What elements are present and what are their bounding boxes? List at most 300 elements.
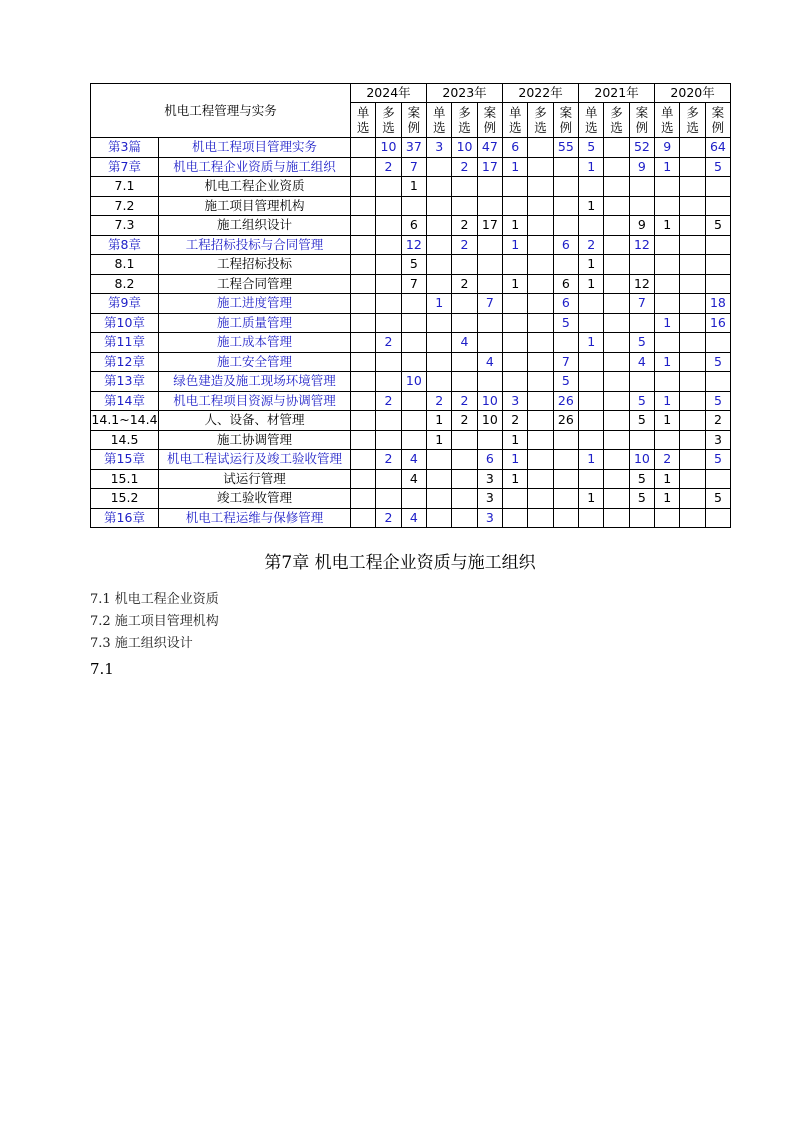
score-cell xyxy=(604,372,629,392)
score-cell xyxy=(503,196,528,216)
score-cell: 6 xyxy=(503,138,528,158)
score-cell: 9 xyxy=(629,216,654,236)
score-cell xyxy=(579,372,604,392)
score-cell xyxy=(528,196,553,216)
score-cell xyxy=(604,352,629,372)
score-cell: 3 xyxy=(427,138,452,158)
score-cell: 2 xyxy=(376,450,401,470)
question-type-header: 案例 xyxy=(705,103,730,138)
score-cell: 5 xyxy=(705,391,730,411)
score-cell xyxy=(604,430,629,450)
score-cell: 3 xyxy=(705,430,730,450)
score-cell xyxy=(528,235,553,255)
score-cell xyxy=(604,450,629,470)
score-cell: 12 xyxy=(629,274,654,294)
table-row xyxy=(91,157,731,177)
score-cell xyxy=(579,313,604,333)
score-cell: 1 xyxy=(579,157,604,177)
score-cell: 7 xyxy=(629,294,654,314)
score-cell xyxy=(427,216,452,236)
toc-item: 7.1 机电工程企业资质 xyxy=(90,592,219,607)
score-cell: 4 xyxy=(401,469,426,489)
score-cell xyxy=(629,177,654,197)
score-cell: 18 xyxy=(705,294,730,314)
score-cell: 4 xyxy=(401,508,426,528)
score-cell xyxy=(680,157,705,177)
score-cell xyxy=(553,430,578,450)
score-cell xyxy=(351,489,376,509)
chapter-heading: 第7章 机电工程企业资质与施工组织 xyxy=(264,553,536,573)
question-type-header: 单选 xyxy=(579,103,604,138)
score-cell: 9 xyxy=(629,157,654,177)
score-cell xyxy=(477,235,502,255)
row-label: 第11章 xyxy=(91,333,159,353)
question-type-header: 单选 xyxy=(503,103,528,138)
section-heading: 7.1 xyxy=(90,660,114,678)
score-cell xyxy=(680,255,705,275)
score-cell: 1 xyxy=(503,430,528,450)
score-cell xyxy=(528,177,553,197)
row-label: 14.1~14.4 xyxy=(91,411,159,431)
score-cell xyxy=(503,508,528,528)
score-cell: 2 xyxy=(579,235,604,255)
score-cell xyxy=(579,216,604,236)
row-name: 施工协调管理 xyxy=(159,430,351,450)
score-cell xyxy=(579,177,604,197)
score-cell xyxy=(503,372,528,392)
score-cell: 2 xyxy=(452,274,477,294)
score-cell xyxy=(427,352,452,372)
row-name: 试运行管理 xyxy=(159,469,351,489)
score-cell xyxy=(376,469,401,489)
score-cell xyxy=(629,508,654,528)
score-cell xyxy=(680,196,705,216)
score-cell xyxy=(680,430,705,450)
score-cell xyxy=(553,216,578,236)
score-cell: 1 xyxy=(655,411,680,431)
score-cell xyxy=(655,235,680,255)
exam-statistics-table xyxy=(90,83,731,528)
row-label: 第12章 xyxy=(91,352,159,372)
score-cell: 1 xyxy=(579,274,604,294)
score-cell xyxy=(604,216,629,236)
score-cell: 10 xyxy=(477,411,502,431)
score-cell: 4 xyxy=(452,333,477,353)
row-name: 施工质量管理 xyxy=(159,313,351,333)
score-cell xyxy=(629,430,654,450)
score-cell xyxy=(680,216,705,236)
score-cell xyxy=(452,313,477,333)
score-cell: 64 xyxy=(705,138,730,158)
row-label: 第10章 xyxy=(91,313,159,333)
score-cell xyxy=(427,177,452,197)
score-cell xyxy=(351,274,376,294)
row-label: 7.3 xyxy=(91,216,159,236)
score-cell: 2 xyxy=(705,411,730,431)
score-cell: 55 xyxy=(553,138,578,158)
score-cell: 2 xyxy=(427,391,452,411)
score-cell xyxy=(655,274,680,294)
score-cell xyxy=(705,469,730,489)
score-cell xyxy=(604,489,629,509)
score-cell xyxy=(553,333,578,353)
score-cell: 6 xyxy=(553,294,578,314)
score-cell xyxy=(604,177,629,197)
score-cell xyxy=(503,294,528,314)
score-cell xyxy=(680,411,705,431)
table-row xyxy=(91,489,731,509)
score-cell: 17 xyxy=(477,216,502,236)
score-cell: 1 xyxy=(427,430,452,450)
score-cell xyxy=(680,333,705,353)
score-cell xyxy=(655,508,680,528)
score-cell xyxy=(401,411,426,431)
score-cell: 1 xyxy=(579,333,604,353)
row-label: 第15章 xyxy=(91,450,159,470)
score-cell xyxy=(401,196,426,216)
row-name: 竣工验收管理 xyxy=(159,489,351,509)
score-cell xyxy=(376,294,401,314)
score-cell xyxy=(655,430,680,450)
score-cell xyxy=(427,450,452,470)
row-label: 第14章 xyxy=(91,391,159,411)
score-cell: 7 xyxy=(553,352,578,372)
score-cell xyxy=(553,177,578,197)
score-cell xyxy=(528,274,553,294)
table-row xyxy=(91,450,731,470)
score-cell xyxy=(351,391,376,411)
score-cell: 5 xyxy=(705,352,730,372)
score-cell xyxy=(351,430,376,450)
score-cell xyxy=(452,508,477,528)
score-cell: 6 xyxy=(401,216,426,236)
score-cell: 6 xyxy=(553,235,578,255)
score-cell xyxy=(503,177,528,197)
score-cell: 3 xyxy=(477,508,502,528)
score-cell xyxy=(705,255,730,275)
score-cell xyxy=(351,157,376,177)
score-cell xyxy=(528,216,553,236)
score-cell xyxy=(579,294,604,314)
score-cell xyxy=(401,430,426,450)
score-cell xyxy=(351,469,376,489)
question-type-header: 单选 xyxy=(351,103,376,138)
score-cell xyxy=(528,489,553,509)
score-cell xyxy=(655,196,680,216)
score-cell: 1 xyxy=(655,469,680,489)
score-cell: 6 xyxy=(477,450,502,470)
question-type-header: 多选 xyxy=(376,103,401,138)
score-cell xyxy=(376,274,401,294)
table-title: 机电工程管理与实务 xyxy=(91,84,351,138)
question-type-header: 案例 xyxy=(629,103,654,138)
row-name: 绿色建造及施工现场环境管理 xyxy=(159,372,351,392)
row-name: 机电工程企业资质 xyxy=(159,177,351,197)
score-cell xyxy=(452,177,477,197)
row-name: 工程招标投标与合同管理 xyxy=(159,235,351,255)
score-cell xyxy=(579,469,604,489)
score-cell xyxy=(427,313,452,333)
score-cell xyxy=(427,157,452,177)
score-cell xyxy=(705,333,730,353)
score-cell xyxy=(427,372,452,392)
score-cell xyxy=(452,372,477,392)
score-cell: 52 xyxy=(629,138,654,158)
year-header: 2023年 xyxy=(427,84,503,103)
score-cell: 2 xyxy=(452,216,477,236)
score-cell xyxy=(680,352,705,372)
score-cell: 1 xyxy=(579,489,604,509)
score-cell xyxy=(604,313,629,333)
score-cell xyxy=(629,255,654,275)
score-cell: 7 xyxy=(401,274,426,294)
score-cell: 3 xyxy=(477,489,502,509)
row-label: 15.2 xyxy=(91,489,159,509)
score-cell xyxy=(680,235,705,255)
question-type-header: 多选 xyxy=(680,103,705,138)
row-name: 机电工程试运行及竣工验收管理 xyxy=(159,450,351,470)
table-row xyxy=(91,235,731,255)
score-cell xyxy=(655,177,680,197)
score-cell xyxy=(604,255,629,275)
table-row xyxy=(91,430,731,450)
row-label: 7.1 xyxy=(91,177,159,197)
question-type-header: 案例 xyxy=(401,103,426,138)
score-cell xyxy=(351,372,376,392)
score-cell xyxy=(528,255,553,275)
score-cell: 4 xyxy=(401,450,426,470)
score-cell xyxy=(528,391,553,411)
score-cell: 1 xyxy=(655,489,680,509)
score-cell xyxy=(427,196,452,216)
score-cell xyxy=(528,508,553,528)
score-cell xyxy=(376,489,401,509)
score-cell: 1 xyxy=(401,177,426,197)
score-cell: 37 xyxy=(401,138,426,158)
score-cell xyxy=(401,489,426,509)
row-name: 施工安全管理 xyxy=(159,352,351,372)
score-cell xyxy=(376,255,401,275)
question-type-header: 多选 xyxy=(452,103,477,138)
score-cell: 26 xyxy=(553,411,578,431)
score-cell: 12 xyxy=(401,235,426,255)
score-cell: 2 xyxy=(452,157,477,177)
score-cell: 26 xyxy=(553,391,578,411)
table-row xyxy=(91,372,731,392)
table-row xyxy=(91,411,731,431)
score-cell xyxy=(427,489,452,509)
score-cell xyxy=(477,255,502,275)
score-cell xyxy=(452,430,477,450)
score-cell xyxy=(528,294,553,314)
score-cell xyxy=(680,313,705,333)
row-name: 施工进度管理 xyxy=(159,294,351,314)
score-cell xyxy=(655,372,680,392)
score-cell xyxy=(503,352,528,372)
score-cell: 10 xyxy=(376,138,401,158)
row-name: 施工组织设计 xyxy=(159,216,351,236)
score-cell: 10 xyxy=(452,138,477,158)
question-type-header: 单选 xyxy=(655,103,680,138)
score-cell xyxy=(376,352,401,372)
score-cell: 1 xyxy=(655,216,680,236)
table-row xyxy=(91,333,731,353)
score-cell xyxy=(477,274,502,294)
score-cell xyxy=(528,430,553,450)
row-name: 施工项目管理机构 xyxy=(159,196,351,216)
score-cell xyxy=(680,274,705,294)
score-cell xyxy=(579,430,604,450)
score-cell xyxy=(604,235,629,255)
table-row xyxy=(91,508,731,528)
question-type-header: 案例 xyxy=(477,103,502,138)
score-cell: 5 xyxy=(705,489,730,509)
score-cell xyxy=(503,333,528,353)
row-label: 14.5 xyxy=(91,430,159,450)
score-cell xyxy=(604,469,629,489)
score-cell xyxy=(528,450,553,470)
table-row xyxy=(91,352,731,372)
score-cell xyxy=(452,469,477,489)
row-label: 第3篇 xyxy=(91,138,159,158)
score-cell: 1 xyxy=(655,352,680,372)
score-cell xyxy=(579,352,604,372)
score-cell xyxy=(452,352,477,372)
score-cell: 1 xyxy=(503,450,528,470)
table-row xyxy=(91,274,731,294)
score-cell: 5 xyxy=(705,216,730,236)
score-cell xyxy=(351,294,376,314)
score-cell xyxy=(452,294,477,314)
score-cell xyxy=(376,430,401,450)
score-cell xyxy=(680,177,705,197)
score-cell: 10 xyxy=(477,391,502,411)
table-row xyxy=(91,313,731,333)
year-header: 2024年 xyxy=(351,84,427,103)
score-cell: 5 xyxy=(705,157,730,177)
row-name: 机电工程项目资源与协调管理 xyxy=(159,391,351,411)
score-cell xyxy=(427,274,452,294)
score-cell xyxy=(452,255,477,275)
score-cell xyxy=(401,294,426,314)
score-cell xyxy=(579,411,604,431)
score-cell: 2 xyxy=(376,391,401,411)
row-label: 第8章 xyxy=(91,235,159,255)
score-cell xyxy=(351,196,376,216)
score-cell xyxy=(351,255,376,275)
toc-item: 7.2 施工项目管理机构 xyxy=(90,614,219,629)
row-name: 人、设备、材管理 xyxy=(159,411,351,431)
score-cell: 2 xyxy=(452,411,477,431)
score-cell xyxy=(604,333,629,353)
row-name: 工程招标投标 xyxy=(159,255,351,275)
score-cell xyxy=(604,294,629,314)
score-cell xyxy=(705,177,730,197)
score-cell xyxy=(376,177,401,197)
score-cell: 9 xyxy=(655,138,680,158)
score-cell: 3 xyxy=(503,391,528,411)
question-type-header: 多选 xyxy=(528,103,553,138)
score-cell xyxy=(680,489,705,509)
score-cell: 4 xyxy=(629,352,654,372)
score-cell xyxy=(503,489,528,509)
score-cell xyxy=(528,157,553,177)
score-cell xyxy=(604,138,629,158)
score-cell: 1 xyxy=(579,196,604,216)
row-label: 7.2 xyxy=(91,196,159,216)
score-cell: 5 xyxy=(579,138,604,158)
row-label: 第9章 xyxy=(91,294,159,314)
question-type-header: 多选 xyxy=(604,103,629,138)
score-cell: 5 xyxy=(401,255,426,275)
score-cell xyxy=(427,508,452,528)
score-cell xyxy=(705,196,730,216)
score-cell: 5 xyxy=(553,313,578,333)
score-cell: 5 xyxy=(629,391,654,411)
score-cell xyxy=(680,508,705,528)
table-body xyxy=(91,138,731,528)
score-cell xyxy=(579,508,604,528)
question-type-header: 单选 xyxy=(427,103,452,138)
score-cell xyxy=(351,177,376,197)
score-cell xyxy=(452,196,477,216)
score-cell xyxy=(376,313,401,333)
score-cell xyxy=(553,469,578,489)
score-cell: 2 xyxy=(452,235,477,255)
row-name: 机电工程项目管理实务 xyxy=(159,138,351,158)
score-cell xyxy=(528,372,553,392)
score-cell: 1 xyxy=(503,157,528,177)
score-cell xyxy=(705,235,730,255)
score-cell: 1 xyxy=(427,411,452,431)
score-cell xyxy=(604,391,629,411)
score-cell xyxy=(705,372,730,392)
score-cell: 17 xyxy=(477,157,502,177)
row-label: 第16章 xyxy=(91,508,159,528)
score-cell xyxy=(376,216,401,236)
score-cell: 2 xyxy=(376,508,401,528)
score-cell: 1 xyxy=(655,157,680,177)
row-name: 机电工程运维与保修管理 xyxy=(159,508,351,528)
score-cell xyxy=(604,196,629,216)
score-cell xyxy=(528,469,553,489)
table-row xyxy=(91,294,731,314)
score-cell xyxy=(477,313,502,333)
score-cell xyxy=(477,372,502,392)
score-cell xyxy=(503,255,528,275)
score-cell: 1 xyxy=(655,391,680,411)
score-cell: 3 xyxy=(477,469,502,489)
score-cell xyxy=(655,333,680,353)
score-cell xyxy=(401,333,426,353)
row-label: 第7章 xyxy=(91,157,159,177)
score-cell: 1 xyxy=(655,313,680,333)
score-cell: 6 xyxy=(553,274,578,294)
score-cell xyxy=(680,294,705,314)
score-cell xyxy=(705,274,730,294)
score-cell xyxy=(680,138,705,158)
score-cell: 1 xyxy=(503,274,528,294)
score-cell: 2 xyxy=(503,411,528,431)
score-cell: 1 xyxy=(427,294,452,314)
score-cell: 12 xyxy=(629,235,654,255)
score-cell xyxy=(503,313,528,333)
score-cell: 47 xyxy=(477,138,502,158)
score-cell: 5 xyxy=(629,333,654,353)
score-cell xyxy=(629,196,654,216)
score-cell: 5 xyxy=(629,411,654,431)
score-cell: 1 xyxy=(503,469,528,489)
